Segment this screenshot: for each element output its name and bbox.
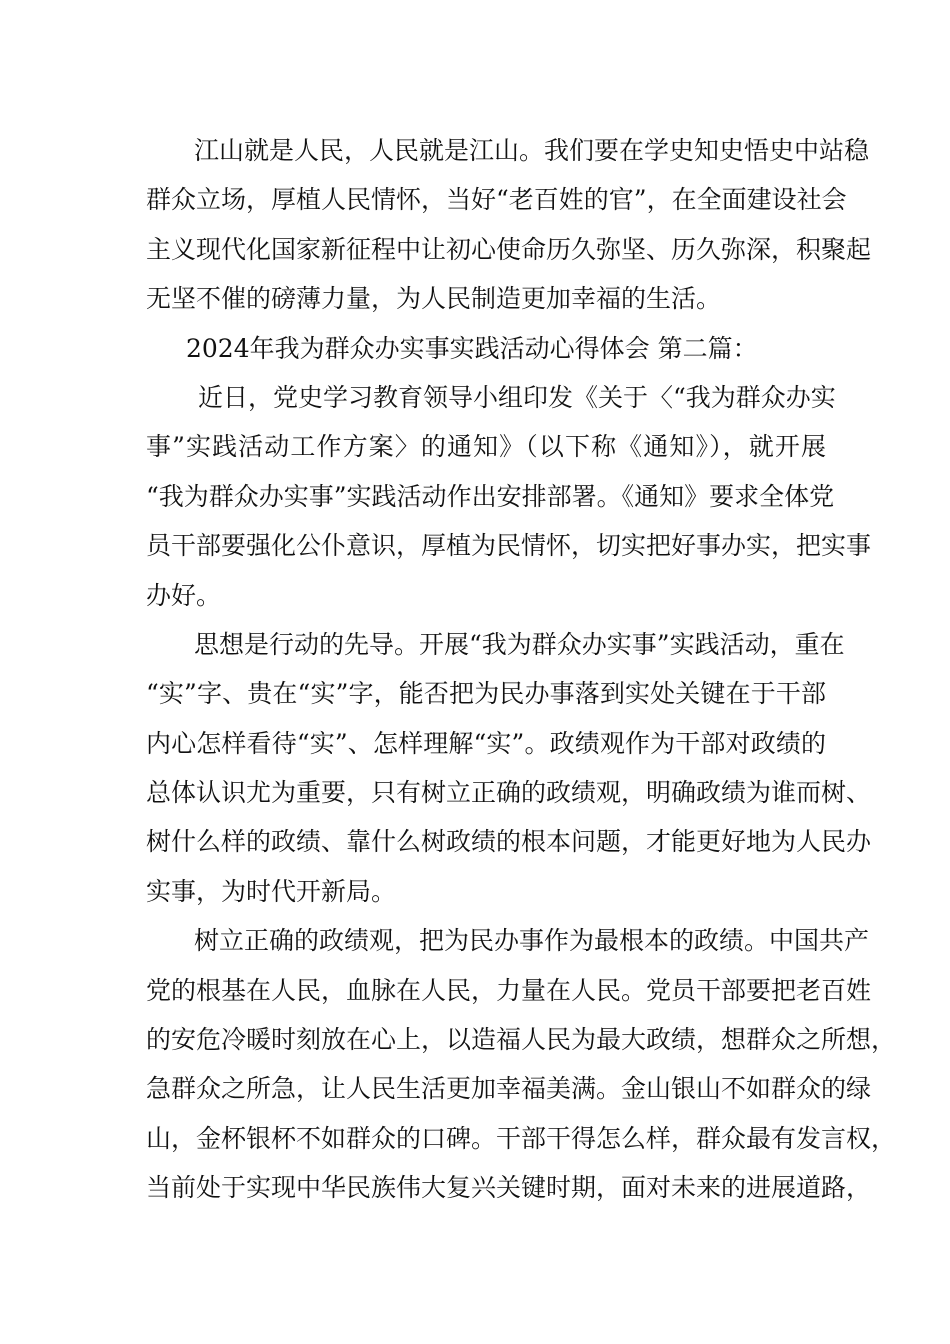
paragraph-line: 思想是行动的先导。开展“我为群众办实事”实践活动，重在 xyxy=(194,629,845,659)
paragraph-line: 江山就是人民，人民就是江山。我们要在学史知史悟史中站稳 xyxy=(194,136,870,165)
paragraph-line: 近日，党史学习教育领导小组印发《关于〈“我为群众办实 xyxy=(198,382,836,412)
paragraph-line: 内心怎样看待“实”、怎样理解“实”。政绩观作为干部对政绩的 xyxy=(146,728,826,758)
paragraph-line: “我为群众办实事”实践活动作出安排部署。《通知》要求全体党 xyxy=(146,481,835,511)
paragraph-line: 员干部要强化公仆意识，厚植为民情怀，切实把好事办实，把实事 xyxy=(146,531,872,561)
paragraph-line: “实”字、贵在“实”字，能否把为民办事落到实处关键在于干部 xyxy=(146,679,826,709)
paragraph-line: 总体认识尤为重要，只有树立正确的政绩观，明确政绩为谁而树、 xyxy=(146,778,872,808)
paragraph-line: 党的根基在人民，血脉在人民，力量在人民。党员干部要把老百姓 xyxy=(146,975,872,1005)
paragraph-line: 树立正确的政绩观，把为民办事作为最根本的政绩。中国共产 xyxy=(194,926,870,956)
paragraph-line: 的安危冷暖时刻放在心上，以造福人民为最大政绩，想群众之所想， xyxy=(146,1025,897,1055)
paragraph-line: 无坚不催的磅薄力量，为人民制造更加幸福的生活。 xyxy=(146,284,722,314)
paragraph-line: 群众立场，厚植人民情怀，当好“老百姓的官”，在全面建设社会 xyxy=(146,185,847,215)
paragraph-line: 主义现代化国家新征程中让初心使命历久弥坚、历久弥深，积聚起 xyxy=(146,234,872,264)
paragraph-line: 实事，为时代开新局。 xyxy=(146,876,397,906)
section-heading: 2024年我为群众办实事实践活动心得体会 第二篇： xyxy=(186,333,758,363)
document-body xyxy=(146,126,897,1213)
paragraph-line: 山，金杯银杯不如群众的口碑。干部干得怎么样，群众最有发言权， xyxy=(146,1123,897,1153)
paragraph-line: 事”实践活动工作方案〉的通知》（以下称《通知》），就开展 xyxy=(146,432,826,462)
paragraph-line: 急群众之所急，让人民生活更加幸福美满。金山银山不如群众的绿 xyxy=(146,1074,872,1104)
paragraph-line: 办好。 xyxy=(146,580,222,610)
paragraph-line: 当前处于实现中华民族伟大复兴关键时期，面对未来的进展道路， xyxy=(146,1173,872,1203)
paragraph-line: 树什么样的政绩、靠什么树政绩的根本问题，才能更好地为人民办 xyxy=(146,827,872,857)
